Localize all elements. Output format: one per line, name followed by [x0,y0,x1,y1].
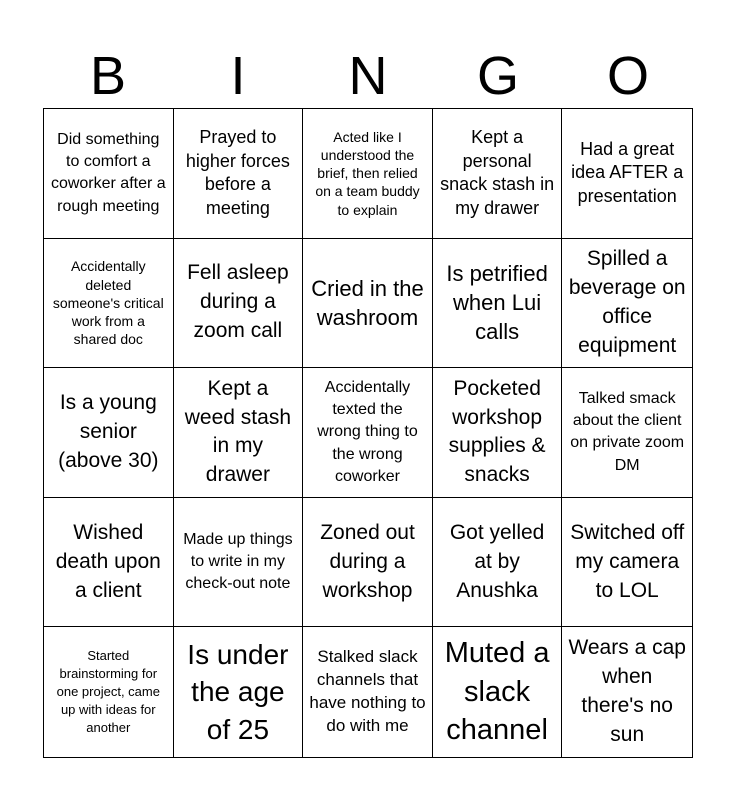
bingo-cell-r5-c4[interactable] [433,627,563,757]
bingo-cell-r3-c1[interactable] [44,368,174,498]
header-letter-g: G [476,46,519,106]
bingo-cell-r2-c1[interactable] [44,239,174,369]
bingo-cell-r1-c4[interactable] [433,109,563,239]
bingo-cell-r4-c3[interactable] [303,498,433,628]
bingo-cell-text: Wished death upon a client [55,520,161,602]
bingo-cell-text: Spilled a beverage on office equipment [568,246,686,357]
bingo-cell-text: Fell asleep during a zoom call [187,261,289,343]
bingo-cell-text: Is a young senior (above 30) [58,391,159,472]
bingo-cell-r4-c2[interactable] [174,498,304,628]
bingo-header [43,44,693,108]
bingo-cell-r1-c5[interactable] [562,109,692,239]
bingo-cell-text: Cried in the washroom [311,275,424,330]
bingo-cell-text: Stalked slack channels that have nothing to do with me [309,647,426,736]
bingo-cell-r2-c5[interactable] [562,239,692,369]
bingo-cell-r5-c1[interactable] [44,627,174,757]
bingo-cell-text: Started brainstorming for one project, came up with ideas for another [56,648,160,736]
bingo-cell-r4-c4[interactable] [433,498,563,628]
bingo-cell-text: Pocketed workshop supplies & snacks [448,376,546,487]
header-letter-o: O [606,46,649,106]
bingo-cell-text: Kept a weed stash in my drawer [184,376,291,487]
bingo-cell-r2-c3[interactable] [303,239,433,369]
bingo-cell-r5-c3[interactable] [303,627,433,757]
bingo-cell-r3-c3[interactable] [303,368,433,498]
bingo-cell-text: Prayed to higher forces before a meeting [185,126,290,219]
bingo-cell-r2-c4[interactable] [433,239,563,369]
bingo-cell-text: Had a great idea AFTER a presentation [571,138,684,207]
bingo-cell-r4-c1[interactable] [44,498,174,628]
bingo-cell-r1-c3[interactable] [303,109,433,239]
bingo-cell-r1-c2[interactable] [174,109,304,239]
bingo-cell-text: Kept a personal snack stash in my drawer [440,126,555,219]
bingo-cell-text: Talked smack about the client on private zoom DM [570,389,685,474]
bingo-cell-r5-c2[interactable] [174,627,304,757]
bingo-cell-r4-c5[interactable] [562,498,692,628]
bingo-cell-text: Made up things to write in my check-out note [183,530,293,593]
bingo-cell-text: Acted like I understood the brief, then relied on a team buddy to explain [315,128,420,218]
bingo-cell-text: Switched off my camera to LOL [570,520,685,602]
header-letter-n: N [348,46,388,106]
header-letter-b: B [89,46,127,106]
bingo-cell-text: Muted a slack channel [444,637,550,747]
bingo-cell-r1-c1[interactable] [44,109,174,239]
bingo-cell-text: Did something to comfort a coworker after a rough meeting [50,130,166,215]
bingo-cell-text: Is under the age of 25 [187,638,289,746]
bingo-cell-r3-c2[interactable] [174,368,304,498]
bingo-cell-text: Zoned out during a workshop [320,520,415,602]
bingo-board [43,108,693,758]
bingo-cell-text: Accidentally texted the wrong thing to the wrong coworker [317,378,418,486]
bingo-cell-r3-c5[interactable] [562,368,692,498]
bingo-cell-text: Accidentally deleted someone's critical work from a shared doc [52,258,164,348]
bingo-cell-text: Got yelled at by Anushka [449,520,545,602]
bingo-cell-r3-c4[interactable] [433,368,563,498]
bingo-cell-text: Is petrified when Lui calls [446,261,548,345]
bingo-cell-r2-c2[interactable] [174,239,304,369]
header-letter-i: I [230,46,246,106]
bingo-cell-r5-c5[interactable] [562,627,692,757]
bingo-cell-text: Wears a cap when there's no sun [568,636,686,747]
